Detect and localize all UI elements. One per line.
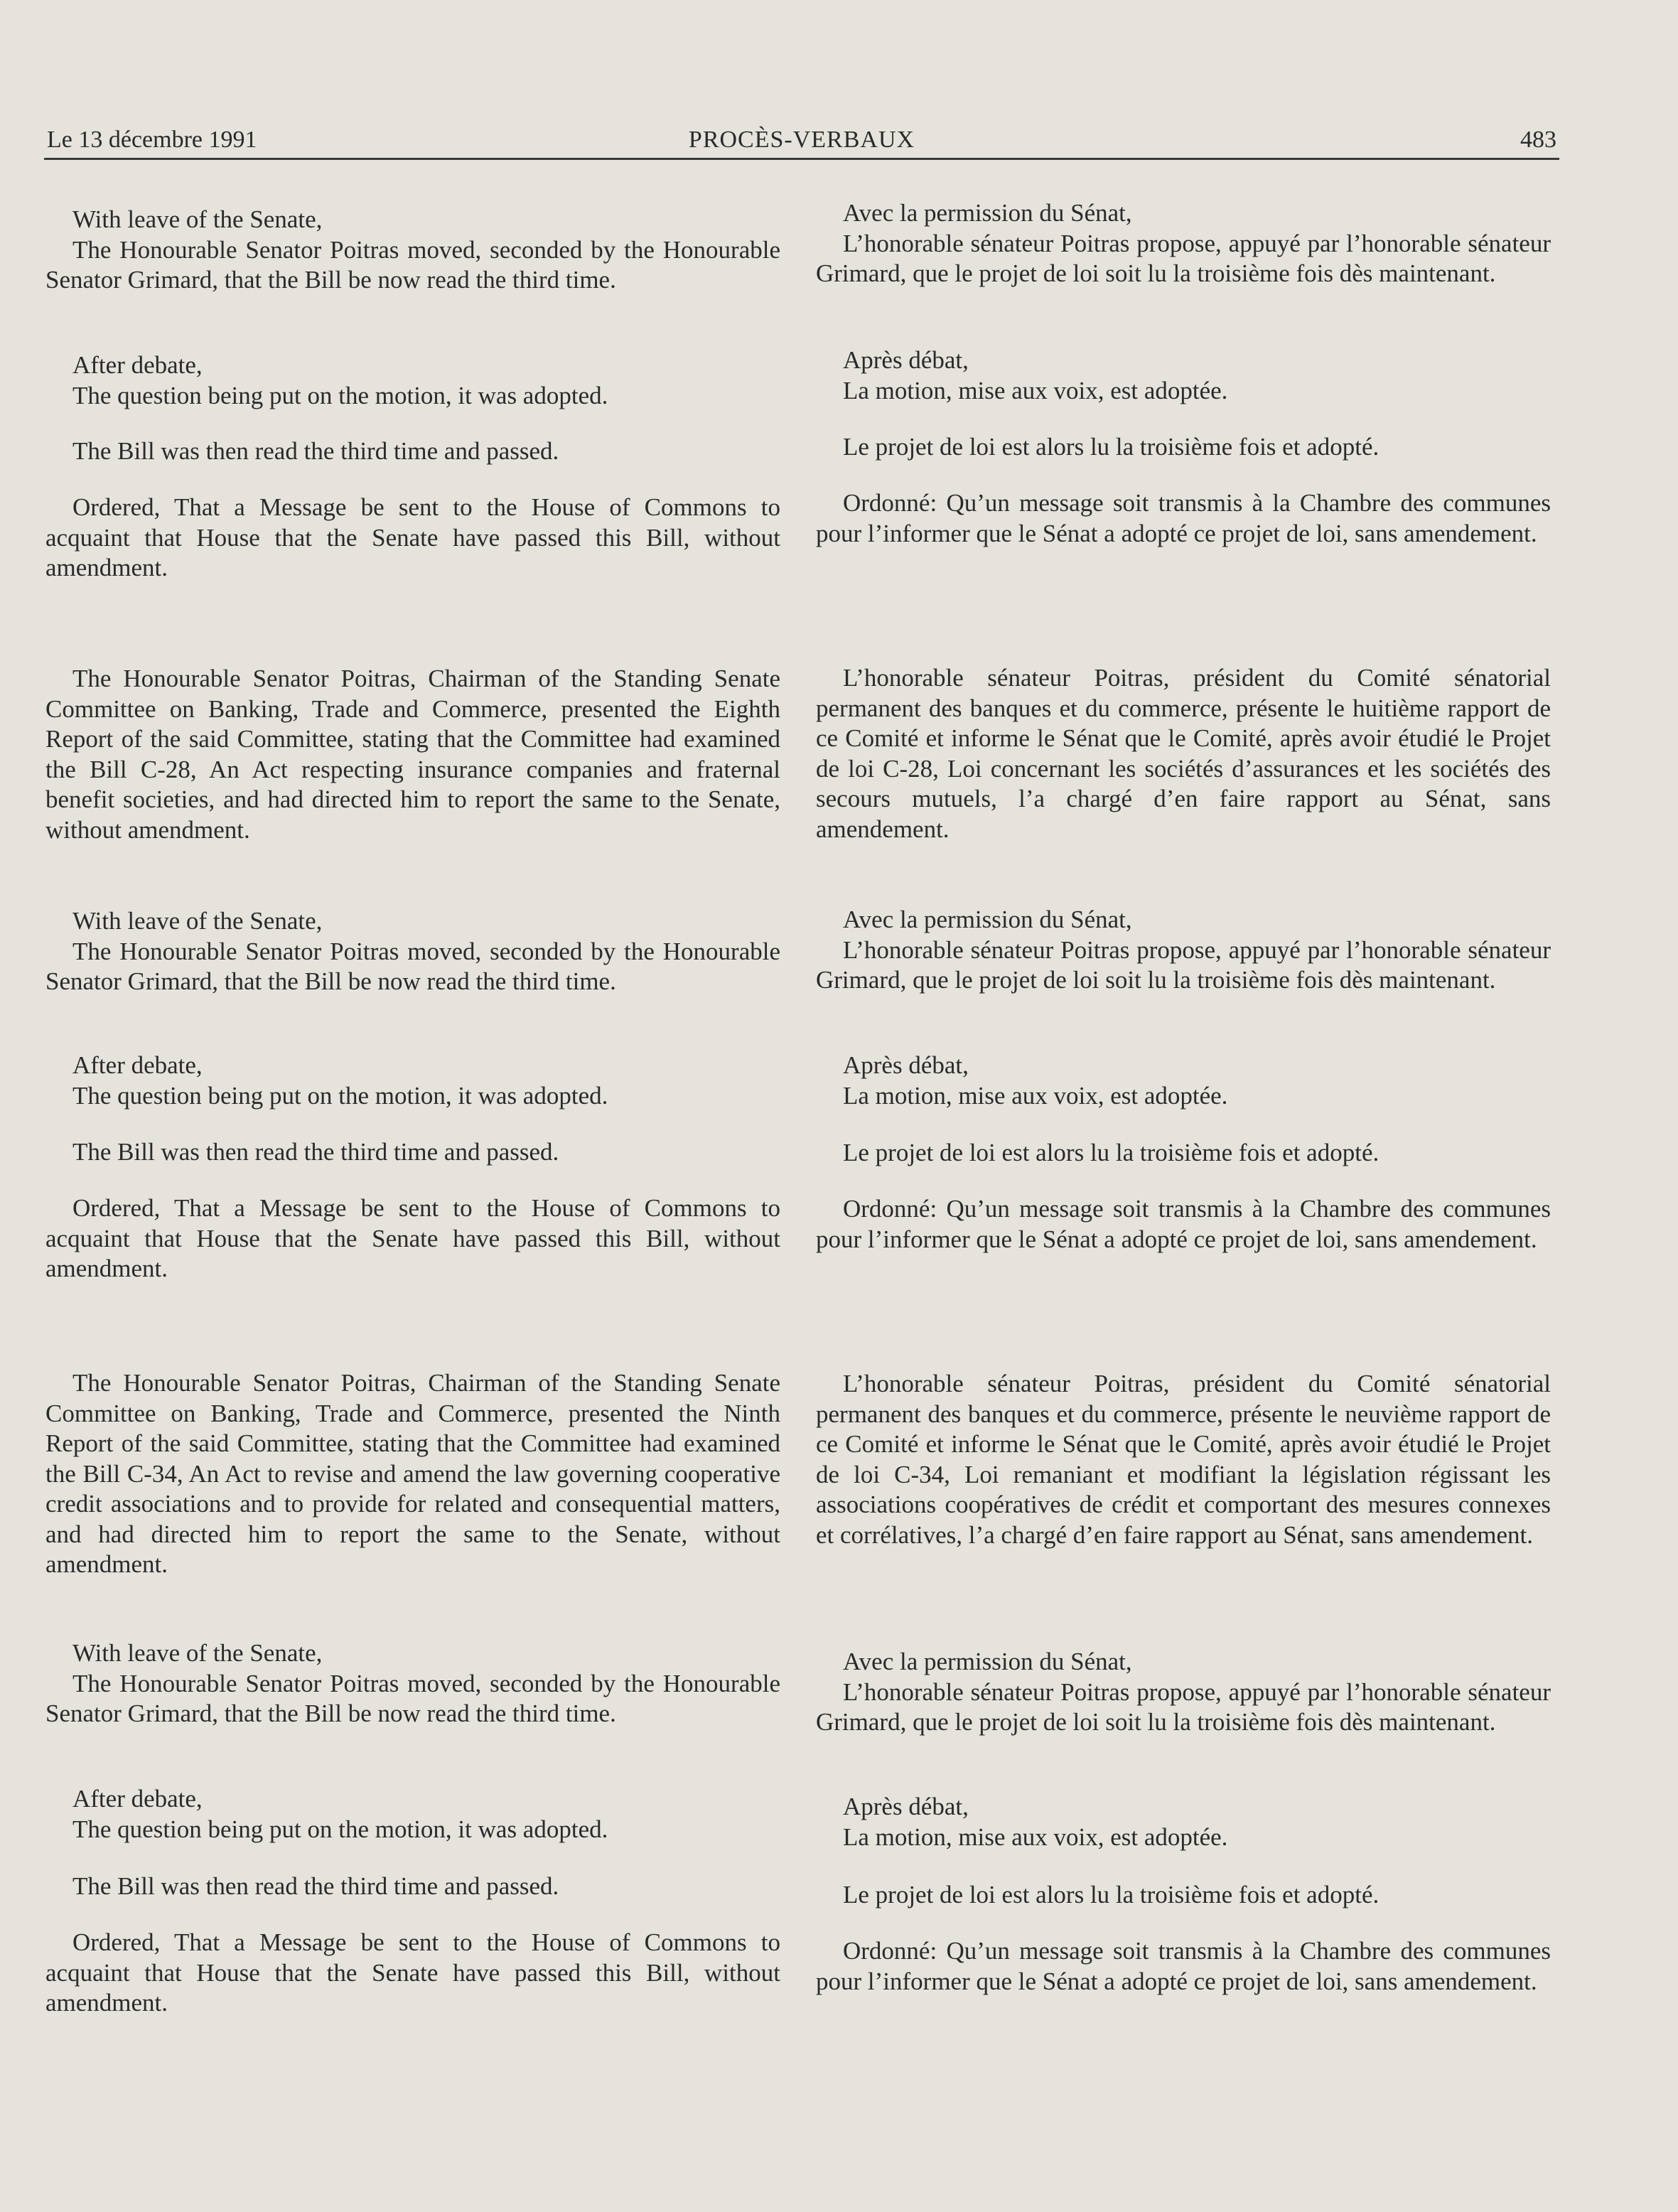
fr-paragraph xyxy=(816,905,1551,996)
fr-paragraph xyxy=(816,198,1551,289)
paragraph-text: The question being put on the motion, it was adopted. xyxy=(72,1815,608,1843)
en-paragraph xyxy=(45,1368,780,1580)
en-paragraph xyxy=(45,1928,780,2019)
paragraph-text: The Bill was then read the third time and passed. xyxy=(72,437,559,465)
paragraph-text: The Honourable Senator Poitras, Chairman of the Standing Senate Committee on Banking, Trade and Commerce, presented the Eighth Report of the said Committee, stating that the Committee had examined the Bill C-28, An Act respecting insurance companies and fraternal benefit societies, and had directed him to report the same to the Senate, without amendment. xyxy=(45,665,780,844)
paragraph-text: Le projet de loi est alors lu la troisième fois et adopté. xyxy=(843,433,1379,461)
paragraph-text: The Honourable Senator Poitras, Chairman of the Standing Senate Committee on Banking, Trade and Commerce, presented the Ninth Report of the said Committee, stating that the Committee had examined the Bill C-34, An Act to revise and amend the law governing cooperative credit associations and to provide for related and consequential matters, and had directed him to report the same to the Senate, without amendment. xyxy=(45,1369,780,1578)
paragraph-line: Après débat, xyxy=(843,1051,969,1079)
paragraph-line: After debate, xyxy=(72,1051,203,1079)
paragraph-line: With leave of the Senate, xyxy=(72,205,323,233)
fr-paragraph xyxy=(816,488,1551,549)
paragraph-text: The question being put on the motion, it was adopted. xyxy=(72,381,608,409)
en-paragraph xyxy=(45,1784,780,1845)
paragraph-line: With leave of the Senate, xyxy=(72,1639,323,1667)
header-title: PROCÈS-VERBAUX xyxy=(688,127,915,153)
en-paragraph xyxy=(45,906,780,997)
en-paragraph xyxy=(45,436,780,467)
page-number: 483 xyxy=(1520,127,1556,153)
fr-paragraph xyxy=(816,1051,1551,1111)
en-paragraph xyxy=(45,493,780,584)
en-paragraph xyxy=(45,664,780,845)
fr-paragraph xyxy=(816,1880,1551,1911)
paragraph-text: The Bill was then read the third time and passed. xyxy=(72,1872,559,1900)
paragraph-text: The Bill was then read the third time and passed. xyxy=(72,1138,559,1166)
fr-paragraph xyxy=(816,432,1551,463)
en-paragraph xyxy=(45,1137,780,1168)
paragraph-text: L’honorable sénateur Poitras propose, appuyé par l’honorable sénateur Grimard, que le projet de loi soit lu la troisième fois dès maintenant. xyxy=(816,1677,1551,1736)
paragraph-text: The Honourable Senator Poitras moved, seconded by the Honourable Senator Grimard, that the Bill be now read the third time. xyxy=(45,1669,780,1727)
paragraph-line: Avec la permission du Sénat, xyxy=(843,199,1132,227)
paragraph-text: Ordered, That a Message be sent to the House of Commons to acquaint that House that the Senate have passed this Bill, without amendment. xyxy=(45,493,780,581)
paragraph-line: Avec la permission du Sénat, xyxy=(843,1648,1132,1675)
en-paragraph xyxy=(45,1872,780,1902)
header-date: Le 13 décembre 1991 xyxy=(47,127,257,153)
paragraph-line: Avec la permission du Sénat, xyxy=(843,906,1132,933)
paragraph-text: Ordonné: Qu’un message soit transmis à la Chambre des communes pour l’informer que le Sénat a adopté ce projet de loi, sans amendement. xyxy=(816,489,1551,547)
paragraph-text: L’honorable sénateur Poitras, président du Comité sénatorial permanent des banques et du commerce, présente le neuvième rapport de ce Comité et informe le Sénat que le Comité, après avoir étudié le Projet de loi C-34, Loi remaniant et modifiant la législation régissant les associations coopératives de crédit et comportant des mesures connexes et corrélatives, l’a chargé d’en faire rapport au Sénat, sans amendement. xyxy=(816,1370,1551,1549)
en-paragraph xyxy=(45,1193,780,1284)
paragraph-text: The Honourable Senator Poitras moved, seconded by the Honourable Senator Grimard, that the Bill be now read the third time. xyxy=(45,937,780,995)
paragraph-text: L’honorable sénateur Poitras, président du Comité sénatorial permanent des banques et du commerce, présente le huitième rapport de ce Comité et informe le Sénat que le Comité, après avoir étudié le Projet de loi C-28, Loi concernant les sociétés d’assurances et les sociétés des secours mutuels, l’a chargé d’en faire rapport au Sénat, sans amendement. xyxy=(816,664,1551,843)
en-paragraph xyxy=(45,1051,780,1111)
fr-paragraph xyxy=(816,1647,1551,1738)
paragraph-text: The question being put on the motion, it was adopted. xyxy=(72,1081,608,1110)
paragraph-text: Ordered, That a Message be sent to the House of Commons to acquaint that House that the Senate have passed this Bill, without amendment. xyxy=(45,1194,780,1282)
paragraph-line: With leave of the Senate, xyxy=(72,907,323,935)
paragraph-line: After debate, xyxy=(72,1785,203,1813)
paragraph-line: La motion, mise aux voix, est adoptée. xyxy=(843,376,1228,404)
paragraph-text: Ordonné: Qu’un message soit transmis à la Chambre des communes pour l’informer que le Sénat a adopté ce projet de loi, sans amendement. xyxy=(816,1937,1551,1995)
en-paragraph xyxy=(45,350,780,411)
running-header xyxy=(44,118,1559,160)
paragraph-text: The Honourable Senator Poitras moved, seconded by the Honourable Senator Grimard, that the Bill be now read the third time. xyxy=(45,235,780,294)
paragraph-text: Le projet de loi est alors lu la troisième fois et adopté. xyxy=(843,1139,1379,1166)
fr-paragraph xyxy=(816,1792,1551,1852)
paragraph-text: Ordonné: Qu’un message soit transmis à la Chambre des communes pour l’informer que le Sénat a adopté ce projet de loi, sans amendement. xyxy=(816,1195,1551,1253)
paragraph-line: La motion, mise aux voix, est adoptée. xyxy=(843,1822,1228,1851)
paragraph-line: Après débat, xyxy=(843,346,969,374)
paragraph-text: Le projet de loi est alors lu la troisième fois et adopté. xyxy=(843,1881,1379,1908)
paragraph-text: L’honorable sénateur Poitras propose, appuyé par l’honorable sénateur Grimard, que le projet de loi soit lu la troisième fois dès maintenant. xyxy=(816,935,1551,994)
en-paragraph xyxy=(45,205,780,296)
paragraph-text: L’honorable sénateur Poitras propose, appuyé par l’honorable sénateur Grimard, que le projet de loi soit lu la troisième fois dès maintenant. xyxy=(816,229,1551,287)
fr-paragraph xyxy=(816,1369,1551,1550)
paragraph-line: Après débat, xyxy=(843,1793,969,1820)
fr-paragraph xyxy=(816,1194,1551,1255)
fr-paragraph xyxy=(816,345,1551,406)
fr-paragraph xyxy=(816,663,1551,844)
paragraph-text: Ordered, That a Message be sent to the House of Commons to acquaint that House that the Senate have passed this Bill, without amendment. xyxy=(45,1928,780,2017)
en-paragraph xyxy=(45,1638,780,1729)
fr-paragraph xyxy=(816,1936,1551,1997)
paragraph-line: After debate, xyxy=(72,351,203,379)
fr-paragraph xyxy=(816,1138,1551,1169)
paragraph-line: La motion, mise aux voix, est adoptée. xyxy=(843,1081,1228,1110)
